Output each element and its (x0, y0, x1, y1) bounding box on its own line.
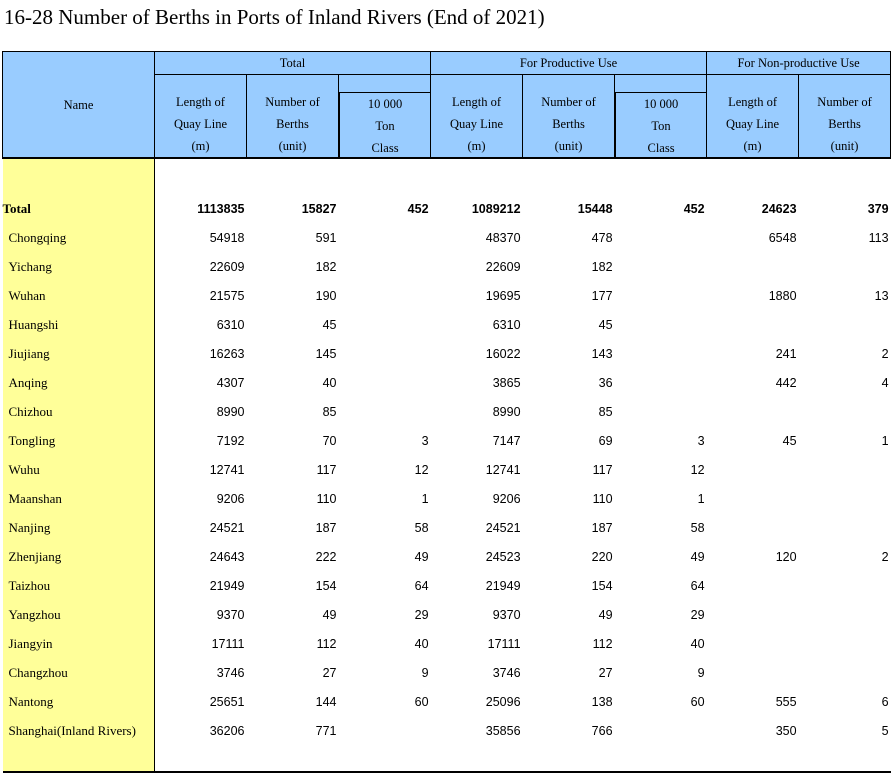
col-header-line: 10 000 (367, 97, 403, 111)
table-row (3, 368, 891, 397)
cell-t-ton (339, 397, 431, 426)
row-name: Total (3, 194, 155, 223)
cell-p-len: 16022 (485, 346, 521, 361)
cell-t-ton: 40 (414, 636, 429, 651)
col-header-line: Berths (828, 117, 861, 131)
cell-n-num: 379 (867, 201, 889, 216)
cell-t-len: 21575 (209, 288, 245, 303)
cell-t-len: 22609 (209, 259, 245, 274)
col-header-nonproductive-berths (799, 75, 891, 159)
cell-p-ton: 58 (690, 520, 705, 535)
cell-n-num: 13 (874, 288, 889, 303)
cell-t-len: 9370 (216, 607, 245, 622)
table-row (3, 658, 891, 687)
cell-n-len: 45 (782, 433, 797, 448)
col-header-line: Length of (452, 95, 501, 109)
cell-p-len: 12741 (485, 462, 521, 477)
cell-t-num: 222 (315, 549, 337, 564)
cell-t-ton: 12 (414, 462, 429, 477)
col-header-line: Quay Line (449, 117, 504, 131)
cell-t-num: 144 (315, 694, 337, 709)
cell-t-ton: 1 (421, 491, 429, 506)
cell-n-num: 4 (881, 375, 889, 390)
cell-p-ton: 29 (690, 607, 705, 622)
cell-n-len: 1880 (768, 288, 797, 303)
cell-t-num: 117 (316, 462, 337, 477)
cell-p-ton (615, 223, 707, 252)
total-group-header: Total (155, 52, 431, 75)
cell-t-ton (339, 310, 431, 339)
cell-t-len: 36206 (209, 723, 245, 738)
row-name: Wuhu (3, 455, 155, 484)
row-name: Anqing (3, 368, 155, 397)
col-header-line: Class (371, 141, 399, 155)
cell-p-num: 27 (598, 665, 613, 680)
table-row (3, 281, 891, 310)
cell-n-len (707, 310, 799, 339)
cell-p-ton: 12 (690, 462, 705, 477)
cell-p-num: 187 (591, 520, 613, 535)
cell-p-len: 9206 (492, 491, 521, 506)
col-header-line: Class (647, 141, 675, 155)
table-row (3, 571, 891, 600)
col-header-line: Quay Line (173, 117, 228, 131)
cell-t-num: 112 (316, 636, 337, 651)
cell-t-ton: 452 (407, 201, 429, 216)
cell-n-len: 120 (775, 549, 797, 564)
cell-n-num: 6 (881, 694, 889, 709)
cell-p-ton (615, 252, 707, 281)
cell-t-ton (339, 368, 431, 397)
cell-p-len: 3746 (492, 665, 521, 680)
col-header-line: (unit) (278, 139, 307, 153)
cell-p-ton: 60 (690, 694, 705, 709)
col-header-total-berths (247, 75, 339, 159)
cell-n-len: 241 (775, 346, 797, 361)
row-name: Yichang (3, 252, 155, 281)
cell-p-len: 22609 (485, 259, 521, 274)
col-header-line: Ton (375, 119, 395, 133)
cell-n-num: 113 (868, 230, 889, 245)
cell-t-num: 15827 (301, 201, 337, 216)
col-header-total-ton (339, 75, 431, 159)
cell-t-len: 12741 (209, 462, 245, 477)
col-header-productive-ton (615, 75, 707, 159)
cell-t-num: 49 (322, 607, 337, 622)
table-row (3, 484, 891, 513)
cell-n-num (799, 455, 891, 484)
cell-n-len (707, 571, 799, 600)
col-header-line: (unit) (554, 139, 583, 153)
cell-t-ton (339, 281, 431, 310)
row-name: Jiujiang (3, 339, 155, 368)
col-header-total-length (155, 75, 247, 159)
cell-p-num: 69 (598, 433, 613, 448)
cell-n-num (799, 571, 891, 600)
table-row (3, 223, 891, 252)
cell-p-len: 35856 (485, 723, 521, 738)
col-header-line: (unit) (830, 139, 859, 153)
cell-t-ton (339, 716, 431, 745)
cell-p-ton (615, 310, 707, 339)
cell-n-len (707, 455, 799, 484)
cell-n-num: 5 (881, 723, 889, 738)
cell-n-num (799, 513, 891, 542)
cell-p-ton: 40 (690, 636, 705, 651)
row-name: Jiangyin (3, 629, 155, 658)
row-name: Yangzhou (3, 600, 155, 629)
table-row (3, 687, 891, 716)
cell-p-num: 478 (591, 230, 613, 245)
cell-p-len: 3865 (492, 375, 521, 390)
cell-t-len: 25651 (209, 694, 245, 709)
row-name: Shanghai(Inland Rivers) (3, 716, 155, 745)
cell-n-num (799, 600, 891, 629)
table-row (3, 629, 891, 658)
berths-table (2, 51, 891, 773)
cell-n-num (799, 310, 891, 339)
col-header-line: 10 000 (643, 97, 679, 111)
nonproductive-group-header: For Non-productive Use (707, 52, 891, 75)
cell-p-ton: 49 (690, 549, 705, 564)
cell-p-num: 182 (591, 259, 613, 274)
cell-t-num: 145 (315, 346, 337, 361)
cell-t-len: 21949 (209, 578, 245, 593)
cell-p-num: 49 (598, 607, 613, 622)
table-row (3, 716, 891, 745)
name-column-header: Name (3, 52, 155, 159)
table-row (3, 310, 891, 339)
cell-t-len: 9206 (216, 491, 245, 506)
cell-n-num (799, 484, 891, 513)
cell-n-len (707, 397, 799, 426)
total-row (3, 194, 891, 223)
cell-p-num: 177 (591, 288, 613, 303)
cell-t-num: 187 (315, 520, 337, 535)
cell-n-len (707, 252, 799, 281)
cell-n-len: 6548 (768, 230, 797, 245)
cell-p-len: 1089212 (471, 201, 521, 216)
cell-p-num: 117 (592, 462, 613, 477)
cell-p-len: 6310 (492, 317, 521, 332)
cell-t-ton (339, 339, 431, 368)
cell-t-len: 24643 (209, 549, 245, 564)
cell-n-num (799, 397, 891, 426)
col-header-nonproductive-length (707, 75, 799, 159)
row-name: Taizhou (3, 571, 155, 600)
col-header-line: Ton (651, 119, 671, 133)
cell-t-len: 1113835 (197, 201, 245, 216)
cell-p-num: 36 (598, 375, 613, 390)
cell-t-num: 40 (322, 375, 337, 390)
cell-t-ton (339, 223, 431, 252)
cell-n-len (707, 513, 799, 542)
cell-p-num: 112 (592, 636, 613, 651)
cell-p-ton: 3 (697, 433, 705, 448)
cell-n-num: 2 (881, 549, 889, 564)
cell-t-num: 182 (315, 259, 337, 274)
cell-n-num: 1 (881, 433, 889, 448)
table-row (3, 397, 891, 426)
cell-t-num: 70 (322, 433, 337, 448)
row-name: Nantong (3, 687, 155, 716)
col-header-productive-length (431, 75, 523, 159)
cell-t-ton: 9 (421, 665, 429, 680)
row-name: Nanjing (3, 513, 155, 542)
cell-t-ton: 58 (414, 520, 429, 535)
cell-t-num: 110 (316, 491, 337, 506)
col-header-line: Berths (552, 117, 585, 131)
col-header-line: Number of (817, 95, 872, 109)
col-header-line: Number of (265, 95, 320, 109)
cell-p-ton (615, 281, 707, 310)
row-name: Maanshan (3, 484, 155, 513)
cell-p-len: 19695 (485, 288, 521, 303)
cell-p-len: 48370 (485, 230, 521, 245)
cell-n-len (707, 600, 799, 629)
cell-n-len: 555 (775, 694, 797, 709)
row-name: Chongqing (3, 223, 155, 252)
cell-t-ton: 64 (414, 578, 429, 593)
cell-n-len: 350 (775, 723, 797, 738)
cell-p-len: 24523 (485, 549, 521, 564)
cell-p-num: 45 (598, 317, 613, 332)
table-row (3, 339, 891, 368)
row-name: Huangshi (3, 310, 155, 339)
cell-t-ton: 3 (421, 433, 429, 448)
cell-t-ton: 60 (414, 694, 429, 709)
cell-p-num: 220 (591, 549, 613, 564)
productive-group-header: For Productive Use (431, 52, 707, 75)
table-row (3, 542, 891, 571)
cell-t-len: 6310 (216, 317, 245, 332)
cell-t-len: 7192 (216, 433, 245, 448)
cell-t-num: 190 (315, 288, 337, 303)
cell-p-len: 17111 (487, 636, 521, 651)
cell-t-num: 771 (315, 723, 337, 738)
cell-p-len: 25096 (485, 694, 521, 709)
cell-t-num: 27 (322, 665, 337, 680)
cell-t-num: 591 (315, 230, 337, 245)
cell-n-len (707, 658, 799, 687)
cell-t-ton: 49 (414, 549, 429, 564)
cell-n-len (707, 484, 799, 513)
cell-p-num: 15448 (577, 201, 613, 216)
col-header-line: (m) (191, 139, 210, 153)
cell-t-ton (339, 252, 431, 281)
cell-p-len: 7147 (492, 433, 521, 448)
cell-p-num: 85 (598, 404, 613, 419)
cell-t-len: 16263 (209, 346, 245, 361)
cell-p-num: 154 (591, 578, 613, 593)
table-row (3, 600, 891, 629)
cell-p-ton (615, 397, 707, 426)
cell-n-num: 2 (881, 346, 889, 361)
cell-t-len: 17111 (211, 636, 245, 651)
row-name: Wuhan (3, 281, 155, 310)
col-header-line: Berths (276, 117, 309, 131)
cell-t-len: 54918 (209, 230, 245, 245)
col-header-line: Length of (176, 95, 225, 109)
cell-t-len: 3746 (216, 665, 245, 680)
cell-p-ton: 64 (690, 578, 705, 593)
cell-t-len: 8990 (216, 404, 245, 419)
cell-t-len: 4307 (216, 375, 245, 390)
cell-p-ton (615, 339, 707, 368)
cell-n-num (799, 252, 891, 281)
cell-p-ton (615, 368, 707, 397)
cell-t-num: 85 (322, 404, 337, 419)
cell-p-num: 143 (591, 346, 613, 361)
table-row (3, 426, 891, 455)
cell-n-len: 24623 (761, 201, 797, 216)
table-body (3, 158, 891, 772)
col-header-line: Number of (541, 95, 596, 109)
cell-p-len: 24521 (485, 520, 521, 535)
cell-p-len: 21949 (485, 578, 521, 593)
col-header-line: (m) (743, 139, 762, 153)
cell-p-ton: 452 (683, 201, 705, 216)
page-title: 16-28 Number of Berths in Ports of Inland Rivers (End of 2021) (4, 5, 545, 29)
table-row (3, 513, 891, 542)
cell-n-len: 442 (775, 375, 797, 390)
cell-p-len: 9370 (492, 607, 521, 622)
cell-p-num: 138 (591, 694, 613, 709)
table-row (3, 252, 891, 281)
cell-p-num: 110 (592, 491, 613, 506)
row-name: Chizhou (3, 397, 155, 426)
cell-t-len: 24521 (209, 520, 245, 535)
table-header (3, 52, 891, 159)
cell-p-ton: 9 (697, 665, 705, 680)
table-row (3, 455, 891, 484)
cell-t-ton: 29 (414, 607, 429, 622)
cell-p-ton: 1 (697, 491, 705, 506)
cell-n-num (799, 658, 891, 687)
row-name: Zhenjiang (3, 542, 155, 571)
row-name: Changzhou (3, 658, 155, 687)
cell-p-num: 766 (591, 723, 613, 738)
cell-p-ton (615, 716, 707, 745)
col-header-productive-berths (523, 75, 615, 159)
cell-p-len: 8990 (492, 404, 521, 419)
row-name: Tongling (3, 426, 155, 455)
cell-n-len (707, 629, 799, 658)
cell-t-num: 154 (315, 578, 337, 593)
col-header-line: (m) (467, 139, 486, 153)
col-header-line: Quay Line (725, 117, 780, 131)
cell-n-num (799, 629, 891, 658)
cell-t-num: 45 (322, 317, 337, 332)
col-header-line: Length of (728, 95, 778, 109)
